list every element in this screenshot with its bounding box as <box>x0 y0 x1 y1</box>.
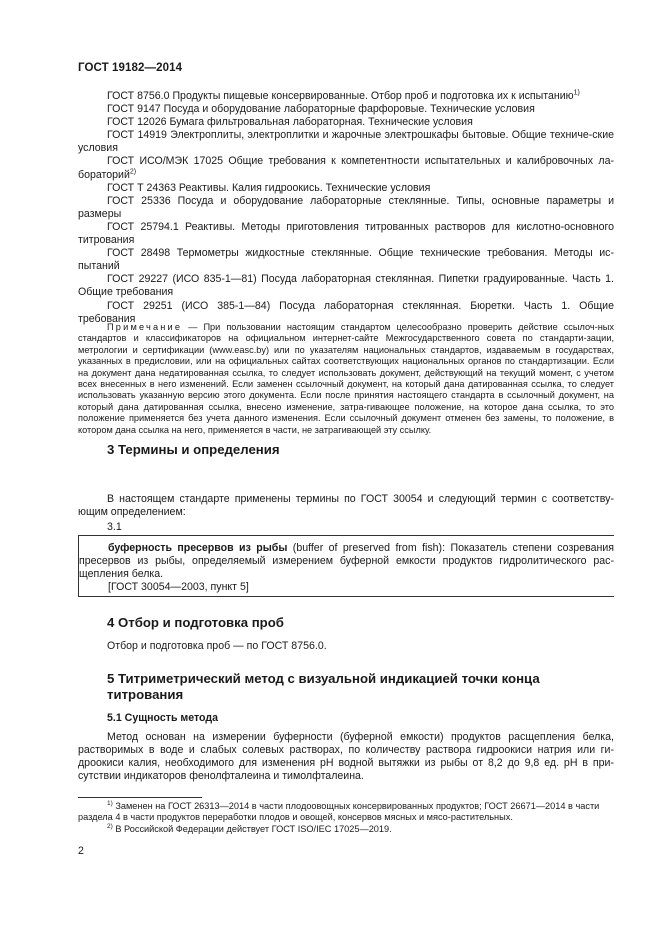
section-4-text: Отбор и подготовка проб — по ГОСТ 8756.0. <box>107 640 327 652</box>
section-3-title: 3 Термины и определения <box>107 442 280 457</box>
section-5-title: 5 Титриметрический метод с визуальной индикацией точки конца титрования <box>107 671 540 702</box>
reference-item: ГОСТ 29227 (ИСО 835-1—81) Посуда лабораторная стеклянная. Пипетки градуированные. Часть 1. Общие требования <box>78 273 614 299</box>
reference-item: ГОСТ ИСО/МЭК 17025 Общие требования к компетентности испытательных и калибровочных ла-бораторий$^{2)}$ <box>78 155 614 181</box>
reference-item: ГОСТ 25794.1 Реактивы. Методы приготовления титрованных растворов для кислотно-основного титрования <box>78 220 614 247</box>
subsection-5-1-title: 5.1 Сущность метода <box>107 712 219 724</box>
section-3-intro: В настоящем стандарте применены термины по ГОСТ 30054 и следующий термин с соответству-ющим определением: <box>78 493 614 519</box>
note-block <box>78 322 614 436</box>
footnotes <box>78 801 614 835</box>
term-number: 3.1 <box>107 521 122 533</box>
note-label: Примечание <box>107 322 183 332</box>
document-header: ГОСТ 19182—2014 <box>78 62 183 74</box>
note-text: — При пользовании настоящим стандартом целесообразно проверить действие ссылоч-ных стандартов и классификаторов на официальном интернет-сайте Межгосударственного совета по стандарти-зации, метрологии и сертификации (www.easc.by) или по указателям национальных стандартов, издаваемым в государствах, указанных в предисловии, или на официальных сайтах соответствующих национальных органов по стандартизации. Если на документ дана недатированная ссылка, то следует использовать документ, действующий на текущий момент, с учетом всех внесенных в него изменений. Если заменен ссылочный документ, на который дана датированная ссылка, то следует использовать указанную версию этого документа. Если после принятия настоящего стандарта в ссылочный документ, на который дана датированная ссылка, внесено изменение, затра-гивающее положение, на которое дана ссылка, то это положение применяется без учета данного изменения. Если ссылочный документ отменен без замены, то положение, в котором дана ссылка на него, применяется в части, не затрагивающей эту ссылку. <box>78 322 614 435</box>
reference-item: ГОСТ Т 24363 Реактивы. Калия гидроокись. Технические условия <box>107 181 431 194</box>
reference-item: ГОСТ 12026 Бумага фильтровальная лабораторная. Технические условия <box>107 116 473 129</box>
reference-item: ГОСТ 25336 Посуда и оборудование лабораторные стеклянные. Типы, основные параметры и размеры <box>78 194 614 220</box>
page-number: 2 <box>78 845 84 857</box>
reference-item: ГОСТ 28498 Термометры жидкостные стеклянные. Общие технические требования. Методы ис-пытаний <box>78 247 614 273</box>
term-source: [ГОСТ 30054—2003, пункт 5] <box>108 581 249 594</box>
reference-item: ГОСТ 8756.0 Продукты пищевые консервированные. Отбор проб и подготовка их к испытанию$^{1)}$ <box>107 89 580 102</box>
reference-item: ГОСТ 29251 (ИСО 385-1—84) Посуда лабораторная стеклянная. Бюретки. Часть 1. Общие требования <box>78 299 614 325</box>
term-definition: (buffer of preserved from fish): Показатель степени созревания пресервов из рыбы, определяемый измерением буферной емкости продуктов гидролитического рас-щепления белка. <box>79 542 614 581</box>
footnote-item: $^{1)}$ Заменен на ГОСТ 26313—2014 в части плодоовощных консервированных продуктов; ГОСТ 26671—2014 в части раздела 4 в части продуктов переработки плодов и овощей, консервов мясных и мясо-растительных. <box>78 799 600 823</box>
term-definition-box <box>78 535 614 597</box>
footnote-mark: 2) <box>129 168 137 176</box>
footnote-separator <box>78 797 202 798</box>
reference-item: ГОСТ 14919 Электроплиты, электроплитки и жарочные электрошкафы бытовые. Общие техниче-ские условия <box>78 129 614 155</box>
reference-item: ГОСТ 9147 Посуда и оборудование лабораторные фарфоровые. Технические условия <box>107 103 535 116</box>
section-5-1-text: Метод основан на измерении буферности (буферной емкости) продуктов расщепления белка, растворимых в воде и слабых солевых растворах, по количеству раствора гидроокиси натрия или ги-дроокиси калия, необходимого для изменения pH водной вытяжки из рыбы от 8,2 до 9,8 ед. pH в при-сутствии индикаторов фенолфталеина и тимолфталеина. <box>78 731 614 783</box>
footnote-mark: 1) <box>573 89 580 97</box>
term-name: буферность пресервов из рыбы <box>108 542 288 554</box>
section-4-title: 4 Отбор и подготовка проб <box>107 615 284 630</box>
normative-references <box>78 90 614 326</box>
footnote-item: $^{2)}$ В Российской Федерации действует ГОСТ ISO/IEC 17025—2019. <box>107 822 392 834</box>
